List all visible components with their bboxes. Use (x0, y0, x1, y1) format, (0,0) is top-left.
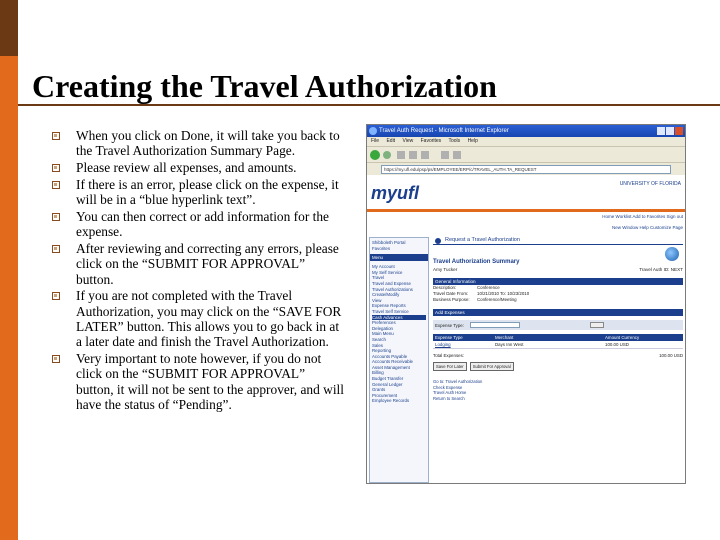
field-label: Business Purpose: (433, 297, 470, 302)
total-row (433, 353, 683, 358)
refresh-icon[interactable] (409, 151, 417, 159)
bullet-item (52, 351, 344, 412)
stop-icon[interactable] (397, 151, 405, 159)
expense-type-label: Expense Type: (435, 322, 464, 328)
square-bullet-icon (52, 292, 60, 300)
traveler-name: Amy Tucker (433, 267, 458, 272)
footer-links (433, 379, 683, 401)
menu-help[interactable]: Help (467, 138, 478, 144)
title-rule (18, 104, 720, 106)
slide-top-bar (18, 0, 720, 56)
slide-side-bar-orange (0, 56, 18, 540)
close-icon[interactable] (675, 127, 683, 135)
merchant-cell: Days Inn West (495, 342, 524, 347)
menu-item[interactable]: Employee Records (372, 398, 410, 404)
field-label: Description: (433, 285, 457, 290)
left-menu (369, 237, 429, 483)
footer-link[interactable]: Travel Auth Home (433, 390, 467, 396)
expense-type-row (433, 320, 683, 330)
square-bullet-icon (52, 355, 60, 363)
expense-type-select[interactable] (470, 322, 520, 328)
help-links[interactable]: New Window Help Customize Page (611, 225, 683, 230)
uf-seal: UNIVERSITY OF FLORIDA (619, 181, 681, 187)
menu-item[interactable]: Preferences (372, 320, 396, 326)
add-expenses-header: Add Expenses (433, 309, 683, 316)
field-value: Conference (477, 285, 500, 290)
expense-link[interactable]: Lodging (435, 342, 451, 347)
menu-tools[interactable]: Tools (448, 138, 461, 144)
header-nav-links[interactable]: Home Worklist Add to Favorites Sign out (602, 214, 683, 219)
bullet-item (52, 209, 344, 240)
menu-item[interactable]: Accounts Payable (372, 353, 408, 359)
menu-item[interactable]: Billing (372, 370, 384, 376)
menu-item[interactable]: Reporting (372, 348, 392, 354)
menu-item[interactable]: Grants (372, 387, 386, 393)
browser-toolbar (367, 146, 685, 162)
bullet-item (52, 241, 344, 287)
globe-icon (665, 247, 679, 261)
home-icon[interactable] (421, 151, 429, 159)
col-expense-type: Expense Type (435, 335, 463, 340)
web-page (367, 177, 686, 484)
menu-item[interactable]: Travel and Expense (372, 280, 411, 286)
menu-file[interactable]: File (371, 138, 380, 144)
menu-item[interactable]: Expense Reports (372, 303, 406, 309)
menu-item[interactable]: Search (372, 336, 386, 342)
col-merchant: Merchant (495, 335, 514, 340)
bullet-item (52, 177, 344, 208)
footer-link[interactable]: Go to: Travel Authorization (433, 379, 483, 384)
expense-table-header (433, 334, 683, 341)
window-title: Travel Auth Request - Microsoft Internet Explorer (379, 128, 509, 134)
menu-item-active[interactable]: Cash Advances (372, 315, 426, 321)
menu-item[interactable]: My Account (372, 264, 395, 270)
total-value: 100.00 USD (659, 353, 683, 358)
field-row (433, 297, 683, 303)
bullet-list (52, 128, 344, 414)
travel-auth-id: Travel Auth ID: NEXT (639, 267, 683, 272)
bullet-text: You can then correct or add information for the expense. (76, 208, 329, 240)
menu-edit[interactable]: Edit (386, 138, 396, 144)
request-header[interactable]: Request a Travel Authorization (433, 237, 683, 245)
square-bullet-icon (52, 132, 60, 140)
myufl-logo: myufl (371, 183, 420, 203)
bullet-item (52, 160, 344, 175)
window-controls (656, 127, 683, 140)
square-bullet-icon (52, 245, 60, 253)
menu-item[interactable]: Budget Transfer (372, 376, 404, 382)
col-amount: Amount Currency (605, 335, 640, 340)
save-for-later-button[interactable]: Save For Later (433, 362, 467, 371)
bullet-text: When you click on Done, it will take you back to the Travel Authorization Summary Page. (76, 128, 340, 159)
general-info-header: General Information (433, 278, 683, 285)
menu-item[interactable]: Asset Management (372, 364, 410, 370)
menu-item[interactable]: Main Menu (372, 331, 394, 337)
bullet-text: After reviewing and correcting any errors, please click on the “SUBMIT FOR APPROVAL” button. (76, 241, 339, 287)
favorites-icon[interactable] (453, 151, 461, 159)
summary-sub (433, 267, 683, 272)
menu-item[interactable]: Sales (372, 342, 383, 348)
menu-item[interactable]: Accounts Receivable (372, 359, 414, 365)
menu-bar (367, 137, 685, 146)
menu-view[interactable]: View (402, 138, 414, 144)
menu-item[interactable]: General Ledger (372, 381, 403, 387)
bullet-item (52, 288, 344, 349)
menu-item[interactable]: Travel Self Service (372, 308, 409, 314)
menu-link[interactable]: Shibboleth Portal (372, 240, 406, 245)
address-bar (367, 162, 685, 175)
header-stripe (367, 209, 686, 212)
field-value: 10/21/2010 To: 10/23/2010 (477, 291, 530, 296)
bullet-item (52, 128, 344, 159)
ie-icon (369, 127, 377, 135)
menu-favorites[interactable]: Favorites (420, 138, 442, 144)
amount-cell: 100.00 USD (605, 342, 629, 347)
forward-icon[interactable] (383, 151, 391, 159)
square-bullet-icon (52, 164, 60, 172)
square-bullet-icon (52, 213, 60, 221)
square-bullet-icon (52, 181, 60, 189)
action-buttons (433, 362, 683, 371)
field-value: Conference/Meeting (477, 297, 517, 302)
table-row[interactable] (433, 341, 683, 349)
bullet-text: Please review all expenses, and amounts. (76, 160, 297, 176)
menu-item[interactable]: My Self Service (372, 269, 403, 275)
field-label: Travel Date From: (433, 291, 469, 296)
menu-item[interactable]: Delegation (372, 325, 393, 331)
menu-item[interactable]: View (372, 297, 382, 303)
summary-title: Travel Authorization Summary (433, 259, 520, 265)
menu-item[interactable]: Create/Modify (372, 292, 400, 298)
menu-item[interactable]: Procurement (372, 392, 398, 398)
bullet-text: If you are not completed with the Travel Authorization, you may click on the “SAVE FOR LATER” button. This allows you to go back in at a later date and finish the Travel Authorization. (76, 288, 342, 350)
bullet-text: Very important to note however, if you do not click on the “SUBMIT FOR APPROVAL” button, it will not be sent to the approver, and will have the status of “Pending”. (76, 351, 344, 413)
browser-screenshot (366, 124, 686, 484)
submit-for-approval-button[interactable]: Submit For Approval (470, 362, 514, 371)
footer-link[interactable]: Return to Search (433, 395, 465, 401)
slide-title: Creating the Travel Authorization (32, 68, 497, 104)
minimize-icon[interactable] (657, 127, 665, 135)
add-expense-button[interactable] (590, 322, 604, 328)
menu-item[interactable]: Travel Authorizations (372, 286, 413, 292)
menu-item[interactable]: Travel (372, 275, 385, 281)
main-content (433, 237, 683, 483)
total-label: Total Expenses: (433, 353, 464, 358)
maximize-icon[interactable] (666, 127, 674, 135)
menu-link[interactable]: Favorites (372, 245, 391, 251)
window-title-bar (367, 125, 685, 137)
footer-link[interactable]: Check Expense (433, 384, 463, 390)
menu-head: Menu (370, 254, 428, 261)
back-icon[interactable] (370, 150, 380, 160)
search-icon[interactable] (441, 151, 449, 159)
address-input[interactable]: https://my.ufl.edu/psp/ps/EMPLOYEE/ERP/c/TRAVEL_AUTH.TA_REQUEST (381, 165, 671, 174)
bullet-text: If there is an error, please click on the expense, it will be in a “blue hyperlink text”. (76, 176, 339, 208)
